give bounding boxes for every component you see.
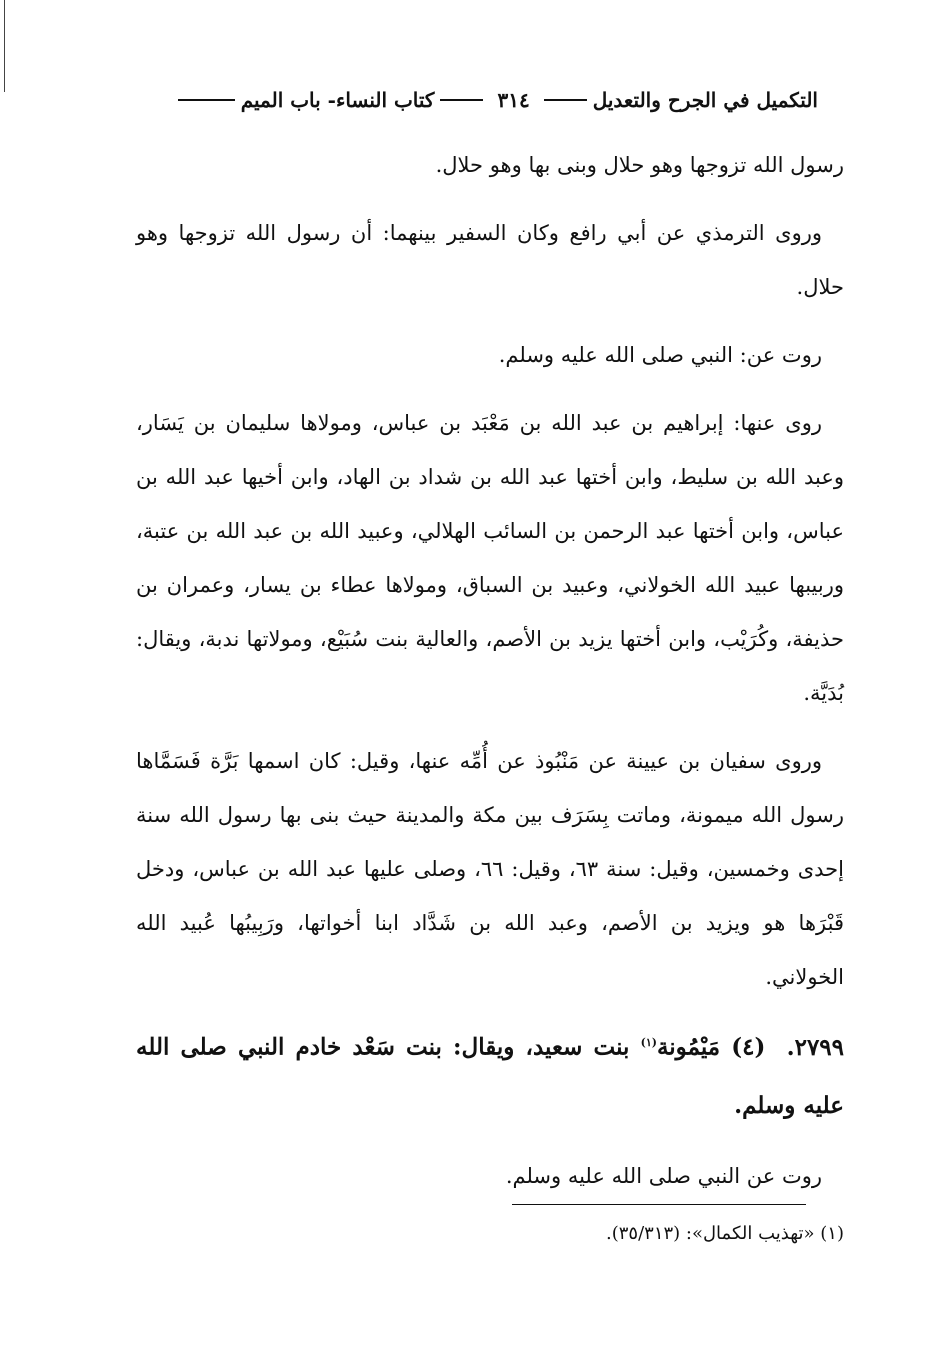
body-text: [136, 138, 844, 1217]
header-dash: [544, 99, 587, 101]
scan-edge-line: [4, 0, 5, 92]
paragraph: وروى الترمذي عن أبي رافع وكان السفير بينهما: أن رسول الله تزوجها وهو حلال.: [136, 221, 844, 299]
entry-code: (٤): [731, 1033, 766, 1061]
paragraph: روى عنها: إبراهيم بن عبد الله بن مَعْبَد بن عباس، ومولاها سليمان بن يَسَار، وعبد الله بن سليط، وابن أختها عبد الله بن شداد بن الهاد، وابن أخيها عبد الله بن عباس، وابن أختها عبد الرحمن بن السائب الهلالي، وعبيد الله بن عبد الله بن عتبة، وربيبها عبيد الله الخولاني، وعبيد بن السباق، ومولاها عطاء بن يسار، وعمران بن حذيفة، وكُرَيْب، وابن أختها يزيد بن الأصم، والعالية بنت سُبَيْع، ومولاتها ندبة، ويقال: بُدَيَّة.: [136, 411, 844, 705]
paragraph: روت عن النبي صلى الله عليه وسلم.: [505, 1163, 822, 1188]
page-number: ٣١٤: [497, 88, 530, 112]
footnote-divider: [512, 1204, 806, 1205]
book-title: التكميل في الجرح والتعديل: [592, 88, 818, 112]
paragraph: رسول الله تزوجها وهو حلال وبنى بها وهو حلال.: [435, 153, 844, 177]
running-header: [178, 80, 818, 120]
header-tail: [178, 99, 235, 101]
header-dash: [440, 99, 483, 101]
entry-rest: بنت سعيد، ويقال: بنت سَعْد خادم النبي صلى الله عليه وسلم.: [136, 1033, 844, 1119]
entry-name: مَيْمُونة: [656, 1033, 721, 1061]
section-title: كتاب النساء- باب الميم: [240, 88, 435, 112]
paragraph: وروى سفيان بن عيينة عن مَنْبُوذ عن أُمِّه عنها، وقيل: كان اسمها بَرَّة فَسَمَّاها رسول الله ميمونة، وماتت بِسَرَف بين مكة والمدينة حيث بنى بها رسول الله سنة إحدى وخمسين، وقيل: سنة ٦٣، وقيل: ٦٦، وصلى عليها عبد الله بن عباس، ودخل قَبْرَها هو ويزيد بن الأصم، وعبد الله بن شَدَّاد ابنا أخواتها، ورَبِيبُها عُبيد الله الخولاني.: [136, 749, 845, 989]
paragraph: روت عن: النبي صلى الله عليه وسلم.: [498, 343, 822, 367]
footnote: (١) «تهذيب الكمال»: (٣٥/٣١٣).: [606, 1223, 844, 1244]
biography-entry: [136, 1014, 844, 1135]
footnote-mark: (١): [640, 1036, 657, 1049]
entry-number: ٢٧٩٩.: [786, 1033, 845, 1061]
